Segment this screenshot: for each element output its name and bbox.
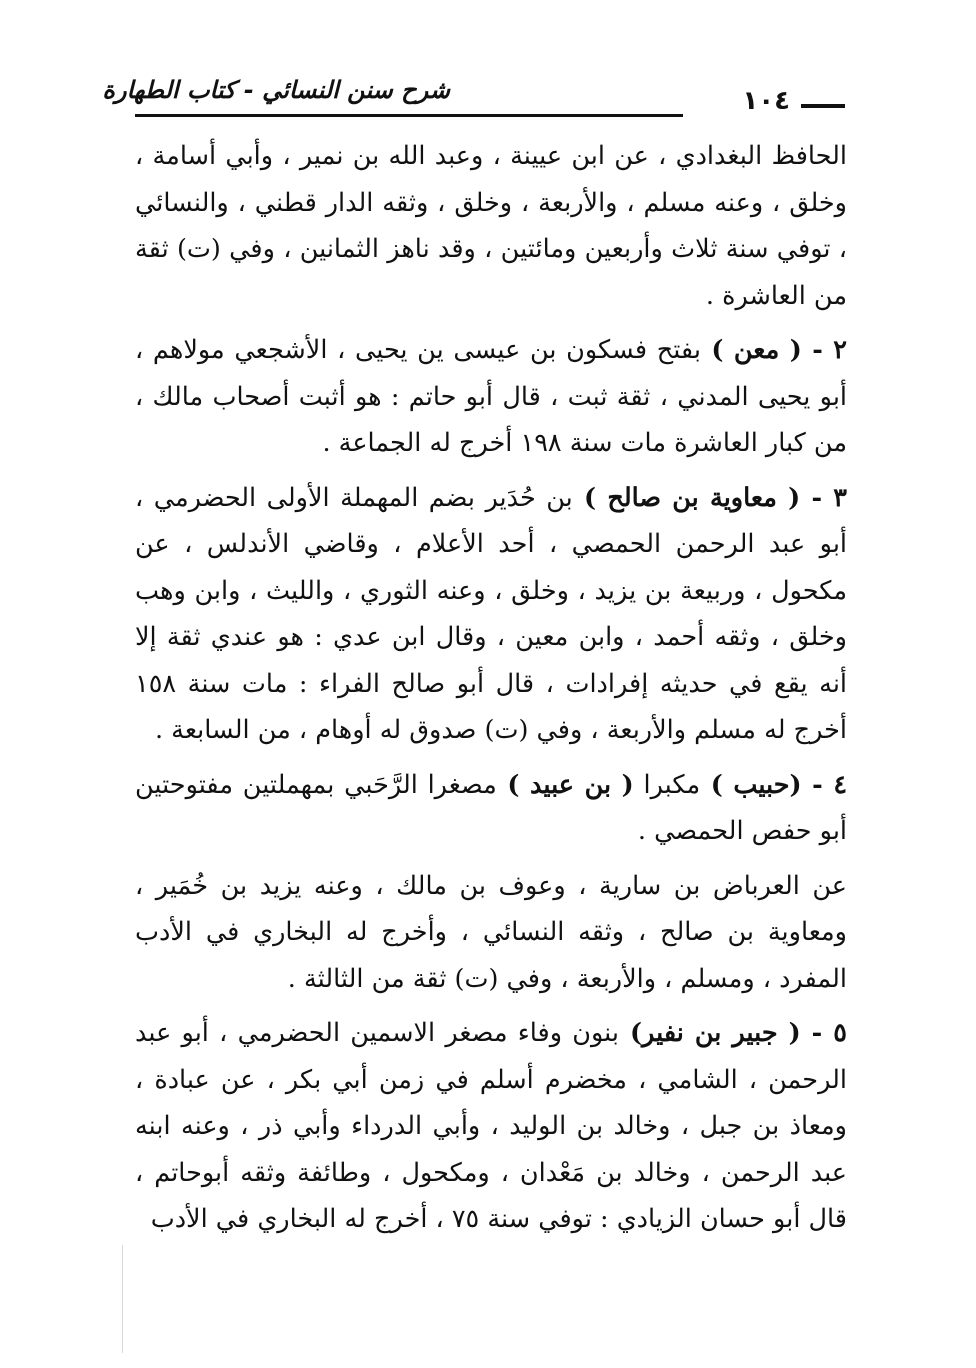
paragraph-text: مصغرا الرَّحَبي بمهملتين مفتوحتين أبو حفص الحمصي . bbox=[135, 769, 847, 846]
paragraph bbox=[135, 475, 847, 754]
paragraph-text: بن حُدَير بضم المهملة الأولى الحضرمي ، أبو عبد الرحمن الحمصي ، أحد الأعلام ، وقاضي الأندلس ، عن مكحول ، وربيعة بن يزيد ، وخلق ، وعنه الثوري ، والليث ، وابن وهب وخلق ، وثقه أحمد ، وابن معين ، وقال ابن عدي : هو عندي ثقة إلا أنه يقع في حديثه إفرادات ، قال أبو صالح الفراء : مات سنة ١٥٨ أخرج له مسلم والأربعة ، وفي (ت) صدوق له أوهام ، من السابعة . bbox=[135, 482, 847, 745]
running-title: شرح سنن النسائي - كتاب الطهارة bbox=[102, 76, 450, 104]
header-rule bbox=[135, 114, 683, 117]
paragraph bbox=[135, 863, 847, 1003]
paragraph bbox=[135, 133, 847, 319]
paragraph-text: بفتح فسكون بن عيسى ين يحيى ، الأشجعي مولاهم ، أبو يحيى المدني ، ثقة ثبت ، قال أبو حاتم : هو أثبت أصحاب مالك ، من كبار العاشرة مات سنة ١٩٨ أخرج له الجماعة . bbox=[135, 335, 847, 458]
paragraph bbox=[135, 327, 847, 467]
paragraph-text: عن العرباض بن سارية ، وعوف بن مالك ، وعنه يزيد بن خُمَير ، ومعاوية بن صالح ، وثقه النسائي ، وأخرج له البخاري في الأدب المفرد ، ومسلم ، والأربعة ، وفي (ت) ثقة من الثالثة . bbox=[135, 870, 847, 994]
paragraph-text: بنون وفاء مصغر الاسمين الحضرمي ، أبو عبد الرحمن ، الشامي ، مخضرم أسلم في زمن أبي بكر ، عن عبادة ، ومعاذ بن جبل ، وخالد بن الوليد ، وأبي الدرداء وأبي ذر ، وعنه ابنه عبد الرحمن ، وخالد بن مَعْدان ، ومكحول ، وطائفة وثقه أبوحاتم ، قال أبو حسان الزيادي : توفي سنة ٧٥ ، أخرج له البخاري في الأدب bbox=[135, 1018, 847, 1234]
narrator-name: ٥ - ( جبير بن نفير) bbox=[618, 1018, 847, 1048]
page-body bbox=[135, 133, 847, 1243]
page-header bbox=[102, 60, 845, 122]
narrator-name: ٢ - ( معن ) bbox=[700, 335, 847, 365]
page-number: ١٠٤ bbox=[742, 86, 790, 116]
narrator-name: ( بن عبيد ) bbox=[496, 769, 634, 800]
narrator-name: ٣ - ( معاوية بن صالح ) bbox=[572, 482, 847, 513]
scan-mark bbox=[122, 1245, 123, 1353]
narrator-name: ٤ - (حبيب ) bbox=[700, 769, 848, 800]
page-number-dash bbox=[801, 104, 845, 108]
paragraph bbox=[135, 1010, 847, 1243]
paragraph-text: الحافظ البغدادي ، عن ابن عيينة ، وعبد الله بن نمير ، وأبي أسامة ، وخلق ، وعنه مسلم ، والأربعة ، وخلق ، وثقه الدار قطني ، والنسائي ، توفي سنة ثلاث وأربعين ومائتين ، وقد ناهز الثمانين ، وفي (ت) ثقة من العاشرة . bbox=[135, 141, 847, 311]
paragraph bbox=[135, 762, 847, 855]
paragraph-text: مكبرا bbox=[633, 769, 701, 800]
